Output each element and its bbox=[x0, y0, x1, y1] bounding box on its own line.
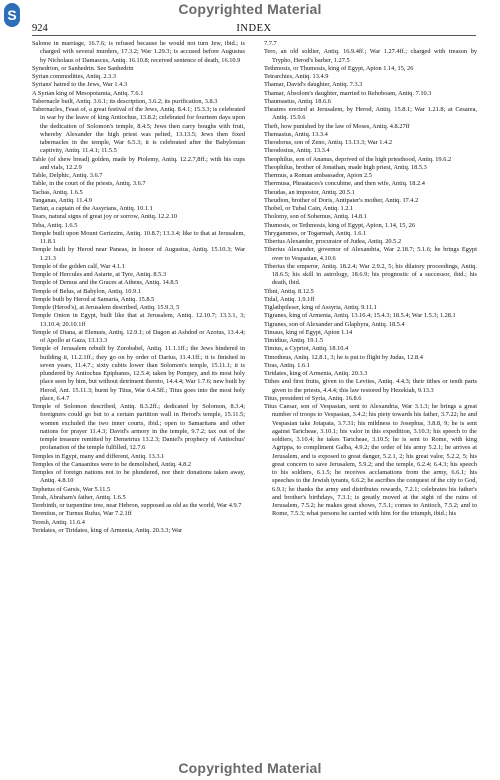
index-entry: Theodosius, Antiq. 13.3.4 bbox=[264, 147, 330, 155]
copyright-watermark-top: Copyrighted Material bbox=[178, 1, 322, 17]
index-entry: Temples of the Canaanites were to be demolished, Antiq. 4.8.2 bbox=[32, 460, 191, 468]
index-entry: Table, in the court of the priests, Antiq. 3.6.7 bbox=[32, 180, 146, 188]
index-entry: Theudion, brother of Doris, Antipater's mother, Antiq. 17.4.2 bbox=[264, 196, 419, 204]
index-entry: Temple built by Herod at Samaria, Antiq. 15.8.5 bbox=[32, 295, 155, 303]
index-entry: Syrians' hatred to the Jews, War 1.4.3 bbox=[32, 81, 128, 89]
index-entry: Temple of the golden calf, War 4.1.1 bbox=[32, 262, 125, 270]
index-entry: Theft, how punished by the law of Moses, Antiq. 4.8.27ff bbox=[264, 122, 410, 130]
index-column-left bbox=[32, 40, 245, 535]
index-entry: Tero, an old soldier, Antiq. 16.9.4ff.; War 1.27.4ff.; charged with treason by Trypho, Herod's barber, 1.27.5 bbox=[264, 48, 477, 64]
index-entry: Timotheus, Antiq. 12.8.1, 3; he is put to flight by Judas, 12.8.4 bbox=[264, 353, 423, 361]
index-entry: Tiberius Alexander, procurator of Judea, Antiq. 20.5.2 bbox=[264, 238, 402, 245]
index-entry: Tabernacle built, Antiq. 3.6.1; its description, 3.6.2; its purification, 3.8.3 bbox=[32, 97, 218, 105]
index-entry: Teresh, Antiq. 11.6.4 bbox=[32, 518, 85, 526]
index-entry: Theodorus, son of Zeno, Antiq. 13.13.3; War 1.4.2 bbox=[264, 139, 392, 146]
index-entry: Timaus, king of Egypt, Apion 1.14 bbox=[264, 328, 353, 336]
index-entry: Tethmosis, or Thumosis, king of Egypt, Apion 1.14, 15, 26 bbox=[264, 64, 414, 72]
index-entry: Tigranes, king of Armenia, Antiq. 13.16.4; 15.4.3; 18.5.4; War 1.5.3; 1.28.1 bbox=[264, 312, 456, 320]
index-entry: Table, Delphic, Antiq. 3.6.7 bbox=[32, 172, 103, 179]
index-entry: Synedrion, or Sanhedrin. See Sanhedrin bbox=[32, 64, 134, 72]
index-entry: Theophilus, brother of Jonathan, made high priest, Antiq. 18.5.3 bbox=[264, 163, 427, 171]
index-entry: Tibni, Antiq. 8.12.5 bbox=[264, 287, 314, 295]
index-entry: Table (of shew bread) golden, made by Ptolemy, Antiq. 12.2.7,8ff.; with his cups and vials, 12.2.9 bbox=[32, 155, 245, 171]
copyright-watermark-bottom: Copyrighted Material bbox=[178, 760, 322, 776]
index-entry: Thermusa, Phraataces's concubine, and then wife, Antiq. 18.2.4 bbox=[264, 180, 425, 188]
index-entry: Tiberius Alexander, governor of Alexandria, War 2.18.7; 5.1.6; he brings Egypt over to Vespasian, 4.10.6 bbox=[264, 246, 477, 262]
index-entry: Temple of Demus and the Graces at Athens, Antiq. 14.8.5 bbox=[32, 279, 179, 287]
index-entry: Tartan, a captain of the Assyrians, Antiq. 10.1.1 bbox=[32, 205, 153, 212]
index-entry: A Syrian king of Mesopotamia, Antiq. 7.6.1 bbox=[32, 89, 144, 97]
index-entry: Thrygammes, or Togarmah, Antiq. 1.6.1 bbox=[264, 229, 367, 237]
index-entry: Tigranes, son of Alexander and Glaphyra, Antiq. 18.5.4 bbox=[264, 320, 405, 328]
index-entry: Temples in Egypt, many and different, Antiq. 13.3.1 bbox=[32, 452, 165, 460]
page-title: INDEX bbox=[236, 23, 272, 34]
index-entry: Tabernacles, Feast of, a great festival of the Jews, Antiq. 8.4.1; 15.3.3; is celebrated in war by the leave of king Antiochus, 13.8.2; celebrated for fourteen days upon the dedication of Solomon's temple, 8.4.5; Jews then carry boughs with fruit, whereby Alexander the high priest was pelted, 13.13.5; Jews then fixed tabernacles in the temple, War 6.5.3; it is celebrated after the Babylonian captivity, Antiq. 11.4.1; 11.5.5 bbox=[32, 106, 245, 155]
index-entry: Teridates, or Tiridates, king of Armenia, Antiq. 20.3.3; War bbox=[32, 526, 183, 534]
index-entry: Tachas, Antiq. 1.6.5 bbox=[32, 188, 83, 196]
index-entry: Themasius, Antiq. 13.3.4 bbox=[264, 130, 328, 138]
index-entry: Thermus, a Roman ambassador, Apion 2.5 bbox=[264, 172, 372, 179]
index-entry: Theatres erected at Jerusalem, by Herod, Antiq. 15.8.1; War 1.21.8; at Cesarea, Antiq. 15.9.6 bbox=[264, 106, 477, 122]
page-number: 924 bbox=[32, 23, 48, 34]
index-entry: Theophilus, son of Ananus, deprived of the high priesthood, Antiq. 19.6.2 bbox=[264, 155, 452, 163]
index-entry: Tithes and first fruits, given to the Levites, Antiq. 4.4.3; their tithes or tenth parts given to the priests, 4.4.4; this law restored by Hezekiah, 9.13.3 bbox=[264, 378, 477, 394]
index-entry: Terebinth, or turpentine tree, near Hebron, supposed as old as the world, War 4.9.7 bbox=[32, 502, 242, 509]
index-entry: Temple of Belus, at Babylon, Antiq. 10.9.1 bbox=[32, 287, 141, 295]
index-column-right bbox=[264, 40, 477, 519]
header-rule bbox=[32, 35, 476, 36]
index-entry: Temples of foreign nations not to be plundered, nor their donations taken away, Antiq. 4.8.10 bbox=[32, 469, 245, 485]
index-entry: Thumosis, or Tethmosis, king of Egypt, Apion, 1.14, 15, 26 bbox=[264, 221, 415, 229]
index-entry: Temple of Jerusalem rebuilt by Zorobabel, Antiq. 11.1.1ff.; the Jews hindered in building it, 11.2.1ff.; they go on by order of Darius, 11.4.1ff.; it is finished in seven years, 11.4.7.; sixty cubits lower than Solomon's temple, 15.11.1; it is plundered by Antiochus Epiphanes, 12.5.4; taken by Pompey, and its most holy place seen by him, but without detriment thereto, 14.4.4; War 1.7.6; new built by Herod, Ant. 15.11.3; burnt by Titus, War 6.4.5ff.; Titus goes into the most holy place, 6.4.7 bbox=[32, 345, 245, 402]
index-entry: Temple of Hercules and Astarte, at Tyre, Antiq. 8.5.3 bbox=[32, 271, 167, 278]
index-entry: Temple Onion in Egypt, built like that at Jerusalem, Antiq. 12.10.7; 13.3.1, 3; 13.10.4; 20.10.1ff bbox=[32, 312, 245, 328]
index-entry: Temple built upon Mount Gerizzim, Antiq. 10.8.7; 13.3.4; like to that at Jerusalem, 11.8.1 bbox=[32, 229, 245, 245]
index-entry: Tiras, Antiq. 1.6.1 bbox=[264, 361, 310, 369]
index-entry: 7.7.7 bbox=[264, 40, 277, 47]
index-entry: Tiberius the emperor, Antiq. 18.2.4; War 2.9.2, 5; his dilatory proceedings, Antiq. 18.6.5; his skill in astrology, 18.6.9; his prognostic of a successor, ibid.; his death, ibid. bbox=[264, 262, 477, 287]
page-header bbox=[32, 22, 476, 35]
index-entry: Titus Caesar, son of Vespasian, sent to Alexandria, War 3.1.3; he brings a great number of troops to Vespasian, 3.4.2; his piety towards his father, 3.7.22; he and Vespasian take Jotapata, 3.7.31; his mildness to Josephus, 3.8.8, 9; he is sent against Taricheae, 3.10.1; his valor in this expedition, 3.10.3; his speech to the soldiers, 3.10.4; he takes Taricheae, 3.10.5; he is sent to Rome, with king Agrippa, to compliment Galba, 4.9.2; the order of his army 5.2.1; he arrives at Jerusalem, and is exposed to great danger, 5.2.1, 2; his great valor, 5.2.2, 5; his great concern to save Jerusalem, 5.9.2; and the temple, 6.2.4; 6.4.3; his speech to his soldiers, 6.1.5; he receives acclamations from the army, 6.6.1; his speeches to the Jewish tyrants, 6.6.2; he ascribes the conquest of the city to God, 6.9.1; he thanks the army and distributes rewards, 7.2.1; celebrates his father's and brother's birthdays, 7.3.1; is greatly moved at the sight of the ruins of Jerusalem, 7.5.2; he makes great shows, 7.5.1; comes to Antioch, 7.5.2; and to Rome, 7.5.3; what persons he carried with him for the triumph, ibid.; his bbox=[264, 403, 477, 518]
index-entry: Thobel, or Tubal Cain, Antiq. 1.2.1 bbox=[264, 205, 354, 212]
index-entry: Temple of Solomon described, Antiq. 8.3.2ff.; dedicated by Solomon, 8.3.4; foreigners could go but to a certain partition wall in Herod's temple, 15.11.5; women excluded the two inner courts, ibid.; open to Samaritans and other nations for prayer 11.4.3; David's armory in the temple, 9.7.2; tax out of the temple treasure remitted by Demetrius 13.2.3; Daniel's prophecy of Antiochus' profanation of the temple fulfilled, 12.7.6 bbox=[32, 403, 245, 452]
index-entry: Teba, Antiq. 1.6.5 bbox=[32, 221, 78, 229]
index-entry: Theudas, an impostor, Antiq. 20.5.1 bbox=[264, 188, 355, 196]
index-entry: Titus, president of Syria, Antiq. 16.8.6 bbox=[264, 394, 362, 402]
index-entry: Tanganas, Antiq. 11.4.9 bbox=[32, 196, 92, 204]
index-entry: Salome in marriage, 16.7.6; is refused because he would not turn Jew, ibid.; is charged with several murders, 17.3.2; War 1.29.3; is accused before Augustus by Nicholaus of Damascus, Antiq. 16.10.8; received sentence of death, 16.10.9 bbox=[32, 40, 245, 64]
publisher-logo-icon: S bbox=[4, 3, 20, 27]
index-entry: Temple built by Herod near Paneas, in honor of Augustus, Antiq. 15.10.3; War 1.21.3 bbox=[32, 246, 245, 262]
index-entry: Syrian commodities, Antiq. 2.3.3 bbox=[32, 73, 117, 80]
index-entry: Tidal, Antiq. 1.9.1ff bbox=[264, 295, 315, 303]
index-entry: Tetrarchies, Antiq. 13.4.9 bbox=[264, 73, 329, 80]
index-entry: Timidius, Antiq. 19.1.5 bbox=[264, 337, 323, 344]
index-entry: Tiglathpileser, king of Assyria, Antiq. 9.11.1 bbox=[264, 304, 377, 311]
index-entry: Tholomy, son of Sohemus, Antiq. 14.8.1 bbox=[264, 213, 367, 221]
index-entry: Thamar, David's daughter, Antiq. 7.3.3 bbox=[264, 81, 363, 89]
index-entry: Terentius, or Turnus Rufus, War 7.2.1ff bbox=[32, 510, 132, 518]
index-entry: Tears, natural signs of great joy or sorrow, Antiq. 12.2.10 bbox=[32, 213, 178, 221]
index-entry: Temple (Herod's), at Jerusalem described, Antiq. 15.9.3, 5 bbox=[32, 304, 180, 311]
index-entry: Terah, Abraham's father, Antiq. 1.6.5 bbox=[32, 493, 126, 501]
index-entry: Thamar, Absolom's daughter, married to Rehoboam, Antiq. 7.10.3 bbox=[264, 89, 432, 97]
index-entry: Temple of Diana, at Elemais, Antiq. 12.9.1; of Dagon at Ashdod or Azotus, 13.4.4; of Apollo at Gaza, 13.13.3 bbox=[32, 328, 245, 344]
index-entry: Thaumastus, Antiq. 18.6.6 bbox=[264, 97, 331, 105]
index-entry: Tephetus of Garsis, War 5.11.5 bbox=[32, 485, 111, 493]
index-entry: Timius, a Cypriot, Antiq. 18.10.4 bbox=[264, 345, 349, 353]
index-entry: Tiridates, king of Armenia, Antiq. 20.3.3 bbox=[264, 370, 368, 377]
